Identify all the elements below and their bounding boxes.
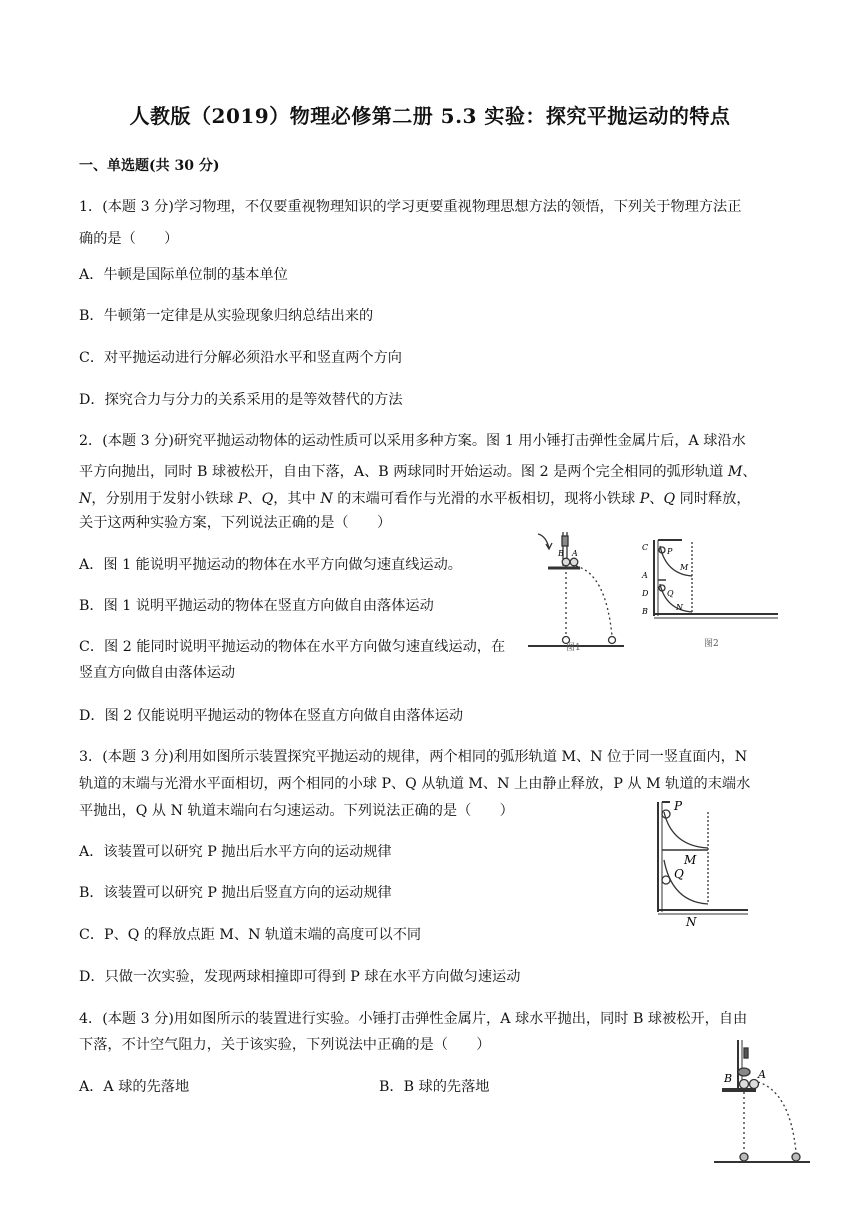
fig3-label-n: N <box>686 915 697 928</box>
q1-option-a: A．牛顿是国际单位制的基本单位 <box>79 267 288 283</box>
q2-stem-line3: N，分别用于发射小铁球 P、Q，其中 N 的末端可看作与光滑的水平板相切，现将小铁球 P、Q 同时释放， <box>79 491 751 507</box>
fig2-caption: 图2 <box>704 639 719 649</box>
q2-stem-line1: 2．(本题 3 分)研究平抛运动物体的运动性质可以采用多种方案。图 1 用小锤打击弹性金属片后，A 球沿水 <box>79 433 746 449</box>
q4-figure-diagram <box>712 1036 812 1170</box>
fig4-label-b: B <box>724 1072 733 1085</box>
fig2-label-p: P <box>667 547 673 556</box>
q3-option-c: C．P、Q 的释放点距 M、N 轨道末端的高度可以不同 <box>79 927 422 943</box>
q4-option-a: A．A 球的先落地 <box>79 1079 190 1095</box>
q2-option-c-line1: C．图 2 能同时说明平抛运动的物体在水平方向做匀速直线运动，在 <box>79 639 506 655</box>
q3-option-b: B．该装置可以研究 P 抛出后竖直方向的运动规律 <box>79 885 392 901</box>
fig1-label-a: A <box>572 549 578 558</box>
fig3-label-p: P <box>674 799 683 813</box>
fig1-caption: 图1 <box>566 643 581 653</box>
q4-stem-line2: 下落，不计空气阻力，关于该实验，下列说法中正确的是（ ） <box>79 1037 491 1053</box>
q2-option-d: D．图 2 仅能说明平抛运动的物体在竖直方向做自由落体运动 <box>79 708 464 724</box>
fig2-label-m: M <box>680 563 689 572</box>
fig4-label-a: A <box>758 1068 766 1081</box>
q3-option-a: A．该装置可以研究 P 抛出后水平方向的运动规律 <box>79 844 392 860</box>
q1-option-c: C．对平抛运动进行分解必须沿水平和竖直两个方向 <box>79 350 402 366</box>
q3-stem-line3: 平抛出，Q 从 N 轨道末端向右匀速运动。下列说法正确的是（ ） <box>79 803 514 819</box>
q2-option-c-line2: 竖直方向做自由落体运动 <box>79 665 236 681</box>
q2-figure2-diagram <box>640 536 780 620</box>
page-title: 人教版（2019）物理必修第二册 5.3 实验：探究平抛运动的特点 <box>129 104 731 128</box>
q1-option-d: D．探究合力与分力的关系采用的是等效替代的方法 <box>79 392 403 408</box>
q2-option-b: B．图 1 说明平抛运动的物体在竖直方向做自由落体运动 <box>79 598 434 614</box>
fig2-label-q: Q <box>667 589 674 598</box>
q2-figure1-diagram <box>528 526 624 654</box>
q2-stem-line2: 平方向抛出，同时 B 球被松开，自由下落，A、B 两球同时开始运动。图 2 是两个完全相同的弧形轨道 M、 <box>79 464 757 480</box>
q3-option-d: D．只做一次实验，发现两球相撞即可得到 P 球在水平方向做匀速运动 <box>79 969 521 985</box>
q2-option-a: A．图 1 能说明平抛运动的物体在水平方向做匀速直线运动。 <box>79 557 462 573</box>
q1-option-b: B．牛顿第一定律是从实验现象归纳总结出来的 <box>79 308 374 324</box>
q3-stem-line2: 轨道的末端与光滑水平面相切，两个相同的小球 P、Q 从轨道 M、N 上由静止释放，P 从 M 轨道的末端水 <box>79 776 751 792</box>
fig2-label-b: B <box>642 607 648 616</box>
fig3-label-m: M <box>684 853 697 867</box>
fig2-label-n: N <box>676 603 683 612</box>
fig1-label-b: B <box>558 549 564 558</box>
q1-stem-line2: 确的是（ ） <box>79 231 179 247</box>
q3-figure-diagram <box>648 796 754 928</box>
q2-stem-line4: 关于这两种实验方案，下列说法正确的是（ ） <box>79 515 392 531</box>
fig2-label-c: C <box>642 543 649 552</box>
q4-option-b: B．B 球的先落地 <box>379 1079 490 1095</box>
fig3-label-q: Q <box>674 867 684 881</box>
q4-stem-line1: 4．(本题 3 分)用如图所示的装置进行实验。小锤打击弹性金属片，A 球水平抛出，同时 B 球被松开，自由 <box>79 1011 748 1027</box>
q3-stem-line1: 3．(本题 3 分)利用如图所示装置探究平抛运动的规律，两个相同的弧形轨道 M、N 位于同一竖直面内，N <box>79 749 748 765</box>
fig2-label-d: D <box>642 589 649 598</box>
q1-stem-line1: 1．(本题 3 分)学习物理，不仅要重视物理知识的学习更要重视物理思想方法的领悟，下列关于物理方法正 <box>79 199 742 215</box>
fig2-label-a: A <box>642 571 648 580</box>
section-heading: 一、单选题(共 30 分) <box>79 158 220 174</box>
